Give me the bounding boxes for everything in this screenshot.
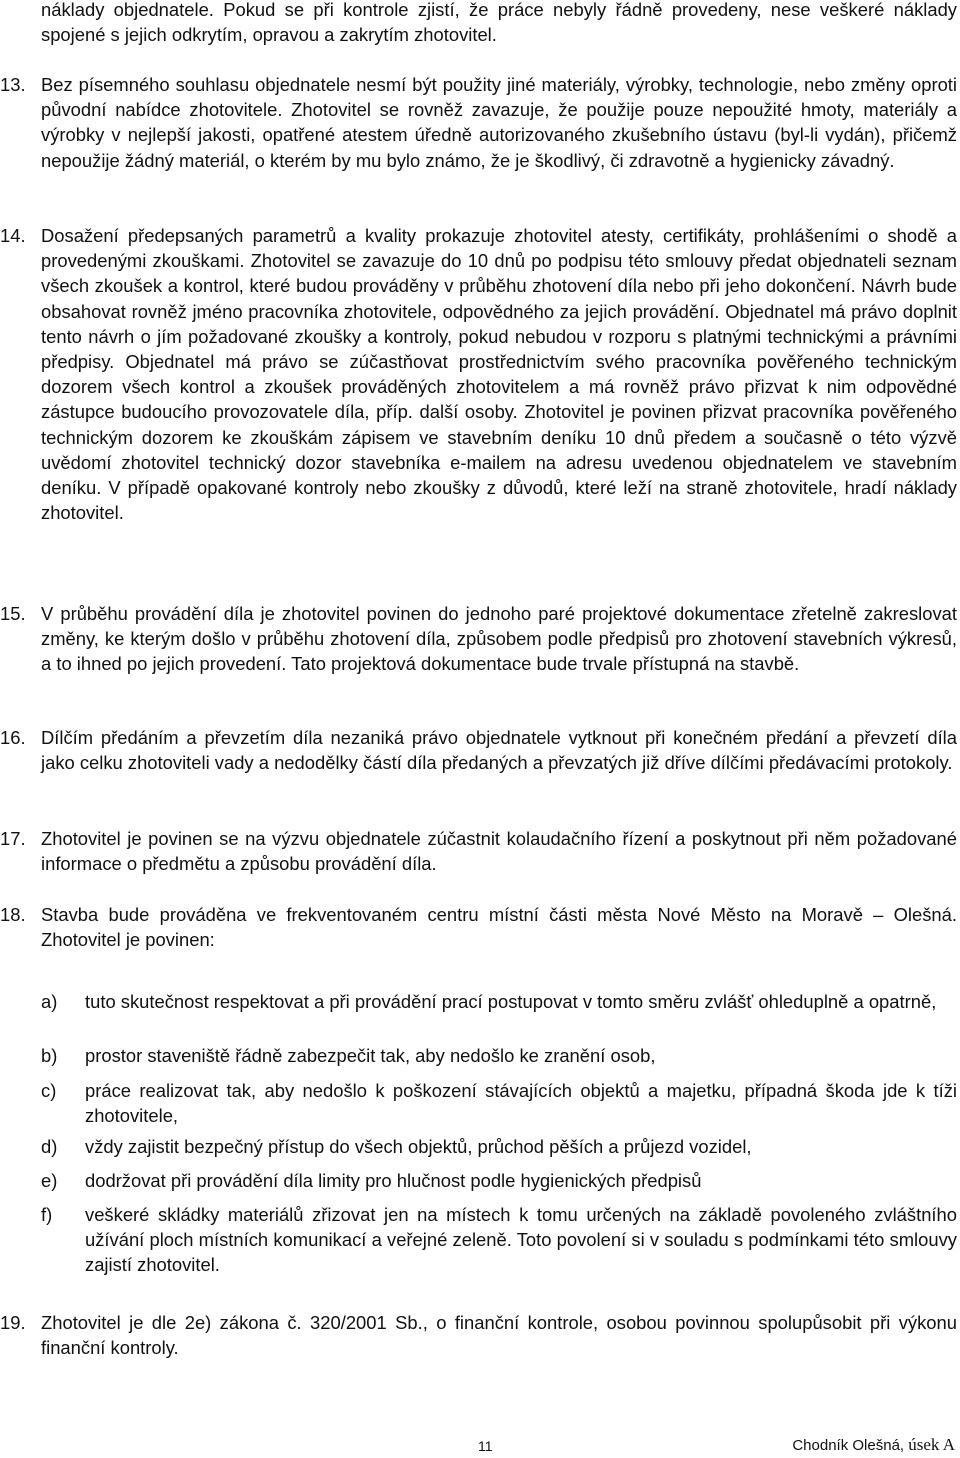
sub-item-label: b) [41,1045,58,1066]
clause-text: Zhotovitel je dle 2e) zákona č. 320/2001 Sb., o finanční kontrole, osobou povinnou spolupůsobit při výkonu finanční kontroly. [41,1312,957,1359]
clause-number: 19. [0,1312,26,1333]
clause-number: 16. [0,727,26,748]
clause-number: 13. [0,74,26,95]
sub-item-text: dodržovat při provádění díla limity pro hlučnost podle hygienických předpisů [85,1170,702,1191]
clause-number: 14. [0,225,26,246]
clause-text: Dosažení předepsaných parametrů a kvality prokazuje zhotovitel atesty, certifikáty, prohlášeními o shodě a provedenými zkouškami. Zhotovitel se zavazuje do 10 dnů po podpisu této smlouvy předat objednateli seznam všech zkoušek a kontrol, které budou prováděny v průběhu zhotovení díla nebo při jeho dokončení. Návrh bude obsahovat rovněž jméno pracovníka zhotovitele, odpovědného za jejich provádění. Objednatel má právo doplnit tento návrh o jím požadované zkoušky a kontroly, pokud nebudou v rozporu s platnými technickými a právními předpisy. Objednatel má právo se zúčastňovat prostřednictvím svého pracovníka pověřeného technickým dozorem všech kontrol a zkoušek prováděných zhotovitelem a má rovněž právo přizvat k nim odpovědné zástupce budoucího provozovatele díla, příp. další osoby. Zhotovitel je povinen přizvat pracovníka pověřeného technickým dozorem ke zkouškám zápisem ve stavebním deníku 10 dnů předem a současně o této výzvě uvědomí zhotovitel technický dozor stavebníka e-mailem na adresu uvedenou objednatelem ve stavebním deníku. V případě opakované kontroly nebo zkoušky z důvodů, které leží na straně zhotovitele, hradí náklady zhotovitel. [41,225,957,524]
sub-item-text: tuto skutečnost respektovat a při provádění prací postupovat v tomto směru zvlášť ohleduplně a opatrně, [85,991,937,1012]
sub-item-text: vždy zajistit bezpečný přístup do všech objektů, průchod pěších a průjezd vozidel, [85,1136,752,1157]
clause-text: Bez písemného souhlasu objednatele nesmí být použity jiné materiály, výrobky, technologie, nebo změny oproti původní nabídce zhotovitele. Zhotovitel se rovněž zavazuje, že použije pouze nepoužité hmoty, materiály a výrobky v nejlepší jakosti, opatřené atestem úředně autorizovaného zkušebního ústavu (byl-li vydán), přičemž nepoužije žádný materiál, o kterém by mu bylo známo, že je škodlivý, či zdravotně a hygienicky závadný. [41,74,957,171]
sub-item-label: f) [41,1204,53,1225]
clause-number: 18. [0,904,26,925]
sub-item-text: práce realizovat tak, aby nedošlo k poškození stávajících objektů a majetku, případná škoda jde k tíži zhotovitele, [85,1080,957,1127]
sub-item-label: a) [41,991,58,1012]
clause-text: Stavba bude prováděna ve frekventovaném centru místní části města Nové Město na Moravě – Olešná. Zhotovitel je povinen: [41,904,957,951]
page-number: 11 [478,1438,493,1454]
footer-title [792,1436,955,1455]
sub-item-label: d) [41,1136,58,1157]
clause-number: 17. [0,828,26,849]
sub-item-label: c) [41,1080,57,1101]
footer-title-section: úsek A [908,1435,955,1454]
continuation-paragraph: náklady objednatele. Pokud se při kontrole zjistí, že práce nebyly řádně provedeny, nese veškeré náklady spojené s jejich odkrytím, opravou a zakrytím zhotovitel. [41,0,957,46]
clause-text: Zhotovitel je povinen se na výzvu objednatele zúčastnit kolaudačního řízení a poskytnout při něm požadované informace o předmětu a způsobu provádění díla. [41,828,957,875]
clause-text: V průběhu provádění díla je zhotovitel povinen do jednoho paré projektové dokumentace zřetelně zakreslovat změny, ke kterým došlo v průběhu zhotovení díla, způsobem podle předpisů pro zhotovení stavebních výkresů, a to ihned po jejich provedení. Tato projektová dokumentace bude trvale přístupná na stavbě. [41,603,957,675]
footer-title-main: Chodník Olešná, [792,1437,909,1454]
sub-item-text: prostor staveniště řádně zabezpečit tak, aby nedošlo ke zranění osob, [85,1045,656,1066]
sub-item-label: e) [41,1170,58,1191]
sub-item-text: veškeré skládky materiálů zřizovat jen na místech k tomu určených na základě povoleného zvláštního užívání ploch místních komunikací a veřejné zeleně. Toto povolení si v souladu s podmínkami této smlouvy zajistí zhotovitel. [85,1204,957,1276]
clause-text: Dílčím předáním a převzetím díla nezaniká právo objednatele vytknout při konečném předání a převzetí díla jako celku zhotoviteli vady a nedodělky částí díla předaných a převzatých již dříve dílčími předávacími protokoly. [41,727,957,774]
clause-number: 15. [0,603,26,624]
